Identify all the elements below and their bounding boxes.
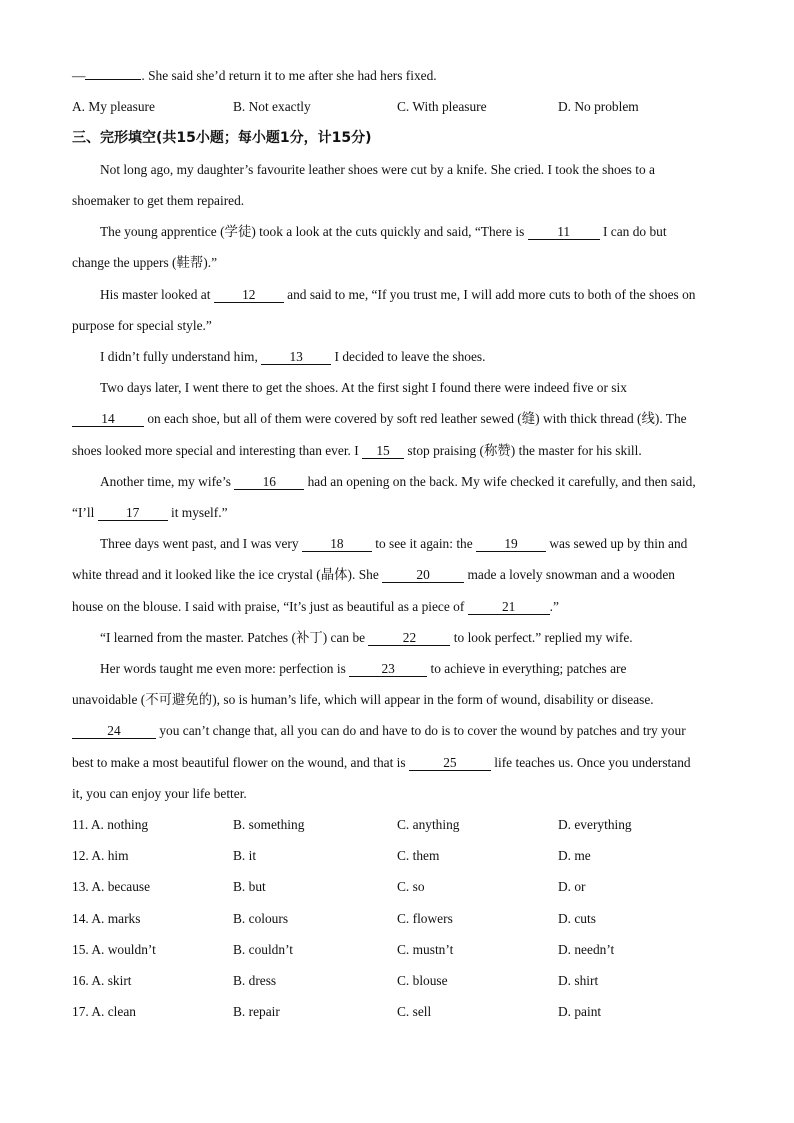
blank-12: 12 [214, 287, 284, 303]
question-14-option-c: C. flowers [397, 911, 453, 926]
section-heading: 三、完形填空(共15小题；每小题1分，计15分) [72, 130, 372, 146]
blank-22: 22 [368, 630, 450, 646]
blank-21: 21 [468, 599, 550, 615]
question-15-option-a: 15. A. wouldn’t [72, 942, 156, 957]
question-12-option-d: D. me [558, 848, 591, 863]
question-13-option-a: 13. A. because [72, 879, 151, 894]
blank-20: 20 [382, 567, 464, 583]
question-17-option-a: 17. A. clean [72, 1004, 136, 1019]
question-15-option-d: D. needn’t [558, 942, 615, 957]
blank-25: 25 [409, 755, 491, 771]
passage-line: Another time, my wife’s 16 had an opening on the back. My wife checked it carefully, and then said, [100, 474, 696, 489]
question-12-option-b: B. it [233, 848, 257, 863]
option-a: A. My pleasure [72, 99, 155, 114]
question-13-option-b: B. but [233, 879, 266, 894]
question-11-option-b: B. something [233, 817, 305, 832]
question-12-option-a: 12. A. him [72, 848, 129, 863]
option-d: D. No problem [558, 99, 639, 114]
passage-line: shoemaker to get them repaired. [72, 193, 245, 208]
question-11-option-a: 11. A. nothing [72, 817, 149, 832]
passage-line: shoes looked more special and interesting than ever. I 15 stop praising (称赞) the master for his skill. [72, 443, 642, 458]
previous-question-stem [72, 67, 437, 85]
passage-line: change the uppers (鞋帮).” [72, 255, 218, 270]
passage-line: Her words taught me even more: perfection is 23 to achieve in everything; patches are [100, 661, 627, 676]
blank-16: 16 [234, 474, 304, 490]
question-15-option-b: B. couldn’t [233, 942, 294, 957]
question-17-option-b: B. repair [233, 1004, 280, 1019]
question-13-option-c: C. so [397, 879, 425, 894]
question-17-option-c: C. sell [397, 1004, 432, 1019]
dash: — [72, 68, 86, 83]
option-b: B. Not exactly [233, 99, 311, 114]
question-16-option-b: B. dress [233, 973, 277, 988]
answer-blank [85, 79, 141, 80]
blank-11: 11 [528, 224, 600, 240]
blank-18: 18 [302, 536, 372, 552]
passage-line: house on the blouse. I said with praise, “It’s just as beautiful as a piece of 21 .” [72, 599, 559, 614]
passage-line: best to make a most beautiful flower on the wound, and that is 25 life teaches us. Once you understand [72, 755, 691, 770]
question-15-option-c: C. mustn’t [397, 942, 454, 957]
passage-line: Not long ago, my daughter’s favourite leather shoes were cut by a knife. She cried. I took the shoes to a [100, 162, 655, 177]
question-14-option-b: B. colours [233, 911, 289, 926]
passage-line: Three days went past, and I was very 18 to see it again: the 19 was sewed up by thin and [100, 536, 688, 551]
question-17-option-d: D. paint [558, 1004, 602, 1019]
question-14-option-a: 14. A. marks [72, 911, 141, 926]
question-11-option-c: C. anything [397, 817, 460, 832]
blank-13: 13 [261, 349, 331, 365]
passage-line: 24 you can’t change that, all you can do and have to do is to cover the wound by patches and try your [72, 722, 686, 740]
passage-line: “I’ll 17 it myself.” [72, 505, 228, 520]
passage-line: white thread and it looked like the ice crystal (晶体). She 20 made a lovely snowman and a wooden [72, 567, 675, 582]
passage-line: 14 on each shoe, but all of them were covered by soft red leather sewed (缝) with thick thread (线). The [72, 410, 687, 428]
blank-17: 17 [98, 505, 168, 521]
blank-15: 15 [362, 443, 404, 459]
blank-24: 24 [72, 723, 156, 739]
stem-text: . She said she’d return it to me after she had hers fixed. [141, 68, 437, 83]
passage-line: Two days later, I went there to get the shoes. At the first sight I found there were indeed five or six [100, 380, 627, 395]
blank-23: 23 [349, 661, 427, 677]
passage-line: unavoidable (不可避免的), so is human’s life, which will appear in the form of wound, disability or disease. [72, 692, 654, 707]
question-13-option-d: D. or [558, 879, 586, 894]
passage-line: “I learned from the master. Patches (补丁) can be 22 to look perfect.” replied my wife. [100, 630, 633, 645]
question-16-option-d: D. shirt [558, 973, 599, 988]
passage-line: The young apprentice (学徒) took a look at the cuts quickly and said, “There is 11 I can do but [100, 224, 667, 239]
option-c: C. With pleasure [397, 99, 487, 114]
question-12-option-c: C. them [397, 848, 440, 863]
passage-line: I didn’t fully understand him, 13 I decided to leave the shoes. [100, 349, 486, 364]
passage-line: purpose for special style.” [72, 318, 212, 333]
blank-19: 19 [476, 536, 546, 552]
blank-14: 14 [72, 411, 144, 427]
passage-line: His master looked at 12 and said to me, “If you trust me, I will add more cuts to both of the shoes on [100, 287, 696, 302]
passage-line: it, you can enjoy your life better. [72, 786, 247, 801]
question-16-option-c: C. blouse [397, 973, 448, 988]
question-11-option-d: D. everything [558, 817, 632, 832]
question-14-option-d: D. cuts [558, 911, 596, 926]
question-16-option-a: 16. A. skirt [72, 973, 132, 988]
